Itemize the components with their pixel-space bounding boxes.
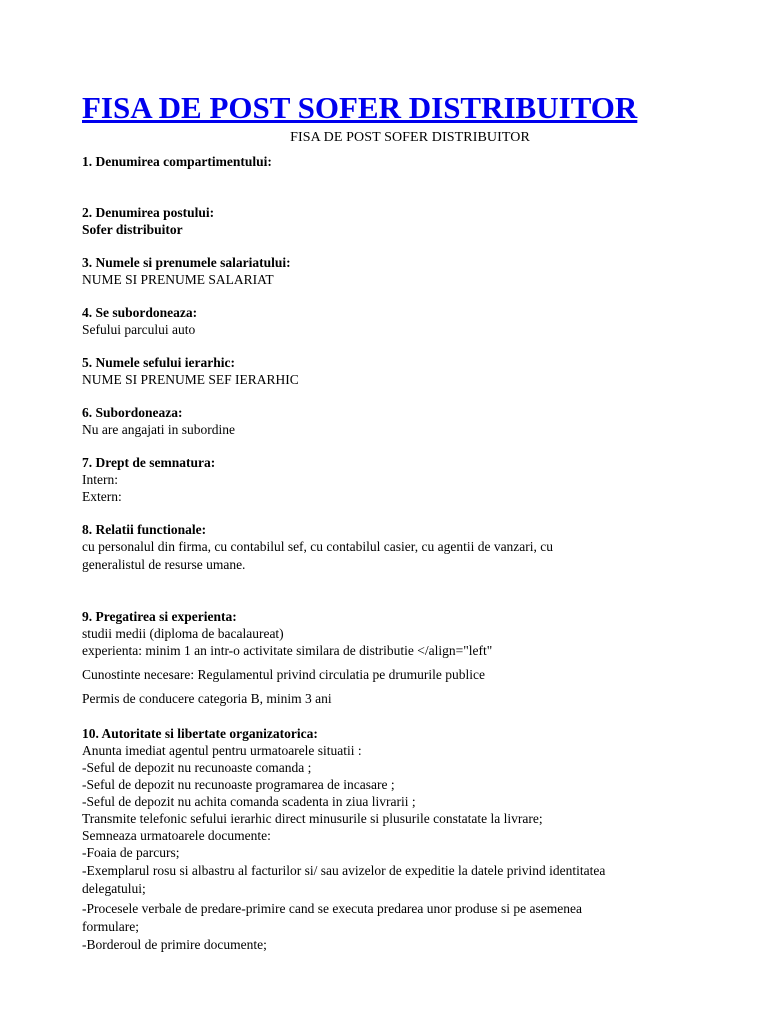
- section-10-line: -Borderoul de primire documente;: [82, 937, 267, 952]
- section-1-heading: 1. Denumirea compartimentului:: [82, 154, 272, 169]
- section-7-heading: 7. Drept de semnatura:: [82, 455, 216, 470]
- section-3: [82, 254, 738, 288]
- section-9: [82, 608, 738, 707]
- document-title-link[interactable]: FISA DE POST SOFER DISTRIBUITOR: [82, 90, 638, 125]
- section-5-value: NUME SI PRENUME SEF IERARHIC: [82, 372, 299, 387]
- section-10-heading: 10. Autoritate si libertate organizatorica:: [82, 726, 318, 741]
- section-5-heading: 5. Numele sefului ierarhic:: [82, 355, 235, 370]
- section-2: [82, 204, 738, 238]
- section-7-line: Intern:: [82, 472, 118, 487]
- section-10-line: -Seful de depozit nu achita comanda scadenta in ziua livrarii ;: [82, 794, 416, 809]
- section-8-line: cu personalul din firma, cu contabilul sef, cu contabilul casier, cu agentii de vanzari, cu: [82, 539, 554, 554]
- section-10-line: -Seful de depozit nu recunoaste comanda ;: [82, 760, 312, 775]
- section-9-line: studii medii (diploma de bacalaureat): [82, 626, 284, 641]
- section-10-line: -Seful de depozit nu recunoaste programarea de incasare ;: [82, 777, 395, 792]
- section-2-heading: 2. Denumirea postului:: [82, 205, 215, 220]
- section-2-value: Sofer distribuitor: [82, 222, 183, 237]
- document-subtitle: FISA DE POST SOFER DISTRIBUITOR: [290, 130, 530, 145]
- document-page: [82, 88, 738, 953]
- section-6-heading: 6. Subordoneaza:: [82, 405, 183, 420]
- section-8: [82, 521, 738, 574]
- section-10-line: delegatului;: [82, 881, 146, 896]
- section-3-heading: 3. Numele si prenumele salariatului:: [82, 255, 291, 270]
- section-9-line: experienta: minim 1 an intr-o activitate similara de distributie </align="left": [82, 643, 493, 658]
- section-10-line: Semneaza urmatoarele documente:: [82, 828, 271, 843]
- section-4: [82, 304, 738, 338]
- section-10: [82, 725, 738, 953]
- section-7: [82, 454, 738, 505]
- section-10-line: -Foaia de parcurs;: [82, 845, 180, 860]
- section-5: [82, 354, 738, 388]
- section-9-paragraph: Permis de conducere categoria B, minim 3 ani: [82, 691, 332, 706]
- section-4-value: Sefului parcului auto: [82, 322, 196, 337]
- section-7-line: Extern:: [82, 489, 122, 504]
- section-6: [82, 404, 738, 438]
- section-1: [82, 153, 738, 170]
- section-10-line: -Procesele verbale de predare-primire cand se executa predarea unor produse si pe asemenea: [82, 901, 582, 916]
- section-6-value: Nu are angajati in subordine: [82, 422, 235, 437]
- section-10-line: Transmite telefonic sefului ierarhic direct minusurile si plusurile constatate la livrare;: [82, 811, 543, 826]
- section-4-heading: 4. Se subordoneaza:: [82, 305, 198, 320]
- section-10-line: Anunta imediat agentul pentru urmatoarele situatii :: [82, 743, 362, 758]
- section-3-value: NUME SI PRENUME SALARIAT: [82, 272, 274, 287]
- section-8-line: generalistul de resurse umane.: [82, 557, 246, 572]
- section-9-heading: 9. Pregatirea si experienta:: [82, 609, 237, 624]
- section-8-heading: 8. Relatii functionale:: [82, 522, 207, 537]
- section-10-line: -Exemplarul rosu si albastru al facturilor si/ sau avizelor de expeditie la datele privind identitatea: [82, 863, 606, 878]
- section-10-line: formulare;: [82, 919, 139, 934]
- section-9-paragraph: Cunostinte necesare: Regulamentul privind circulatia pe drumurile publice: [82, 667, 485, 682]
